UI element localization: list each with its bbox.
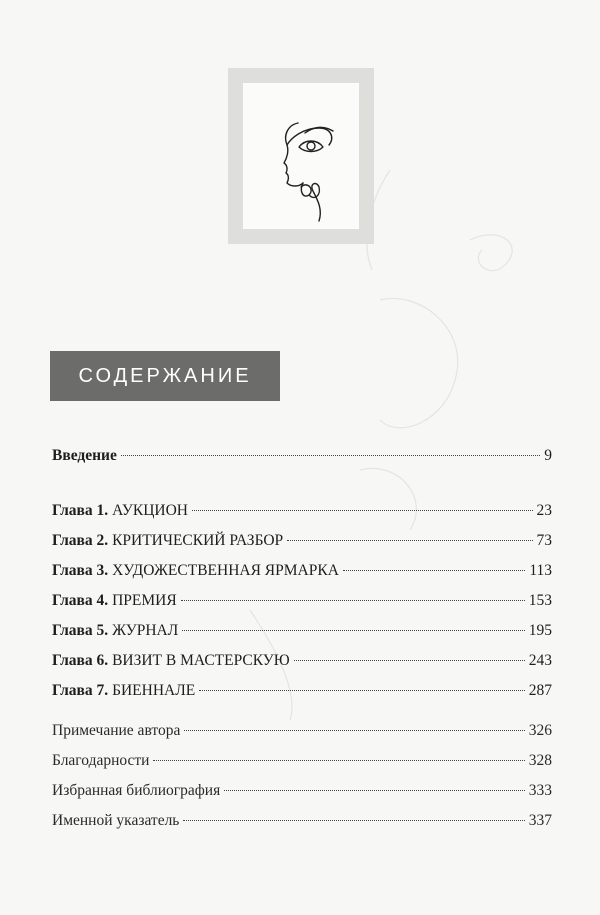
back-page: 337 [528,812,552,829]
back-page: 328 [528,752,552,769]
illustration-canvas [243,83,359,229]
chapter-prefix: Глава 4. [52,592,109,609]
chapter-title: ВИЗИТ В МАСТЕРСКУЮ [112,652,290,669]
toc-entry-name-index[interactable] [52,812,552,842]
dot-leader [182,630,525,631]
chapter-title: КРИТИЧЕСКИЙ РАЗБОР [112,532,284,549]
back-page: 333 [528,782,552,799]
chapter-page: 113 [529,562,552,579]
chapter-prefix: Глава 3. [52,562,109,579]
chapter-page: 287 [528,682,552,699]
dot-leader [153,760,524,761]
dot-leader [181,600,525,601]
chapter-prefix: Глава 6. [52,652,109,669]
back-page: 326 [528,722,552,739]
toc-entry-chapter-3[interactable] [52,562,552,592]
dot-leader [343,570,525,571]
chapter-title: БИЕННАЛЕ [112,682,196,699]
dot-leader [192,510,533,511]
toc-back-matter [52,722,552,842]
back-title: Примечание автора [52,722,181,739]
dot-leader [224,790,525,791]
chapter-title: АУКЦИОН [112,502,188,519]
chapter-page: 23 [536,502,552,519]
toc-entry-chapter-5[interactable] [52,622,552,652]
dot-leader [183,820,524,821]
toc-entry-intro[interactable] [52,447,552,477]
toc-entry-chapter-4[interactable] [52,592,552,622]
toc-entry-chapter-7[interactable] [52,682,552,712]
toc-entry-chapter-1[interactable] [52,502,552,532]
dot-leader [199,690,525,691]
toc-entry-chapter-2[interactable] [52,532,552,562]
dot-leader [294,660,525,661]
dot-leader [287,540,532,541]
chapter-page: 153 [528,592,552,609]
dot-leader [184,730,524,731]
toc-entry-bibliography[interactable] [52,782,552,812]
back-title: Избранная библиография [52,782,221,799]
chapter-prefix: Глава 7. [52,682,109,699]
toc-entry-acknowledgements[interactable] [52,752,552,782]
chapter-prefix: Глава 1. [52,502,109,519]
toc-entry-chapter-6[interactable] [52,652,552,682]
back-title: Благодарности [52,752,150,769]
chapter-prefix: Глава 2. [52,532,109,549]
chapter-page: 73 [536,532,552,549]
toc-chapters [52,502,552,712]
back-title: Именной указатель [52,812,180,829]
chapter-title: ЖУРНАЛ [112,622,179,639]
toc-intro [52,447,552,477]
intro-page: 9 [544,447,552,464]
chapter-title: ПРЕМИЯ [112,592,177,609]
toc-heading: СОДЕРЖАНИЕ [50,351,280,401]
chapter-page: 243 [528,652,552,669]
illustration-frame [228,68,374,244]
chapter-prefix: Глава 5. [52,622,109,639]
chapter-title: ХУДОЖЕСТВЕННАЯ ЯРМАРКА [112,562,339,579]
face-drawing-icon [243,83,359,229]
chapter-page: 195 [528,622,552,639]
intro-title: Введение [52,447,117,464]
toc-entry-author-note[interactable] [52,722,552,752]
dot-leader [121,455,540,456]
